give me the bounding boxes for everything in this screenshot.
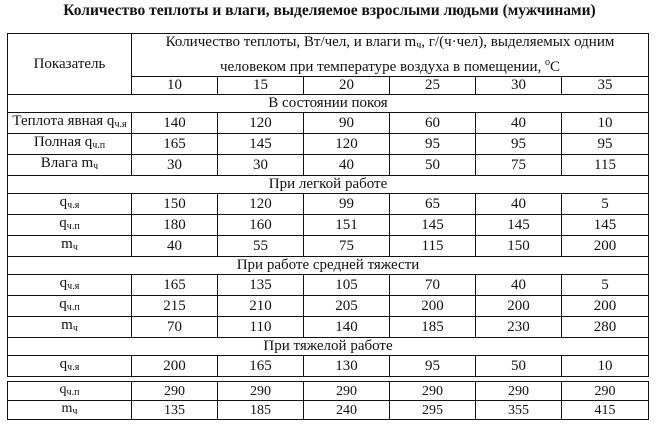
row-label: Полная $q_{ч.п}$ [8, 134, 132, 155]
value-cell: 200 [562, 236, 649, 257]
row-label: $q_{ч.я}$ [8, 194, 132, 215]
temp-cell: 30 [476, 77, 562, 95]
value-cell: 150 [132, 194, 218, 215]
value-cell: 140 [304, 317, 390, 338]
section-title: При работе средней тяжести [8, 257, 649, 275]
value-cell: 290 [304, 382, 390, 401]
value-cell: 50 [390, 155, 476, 176]
value-cell: 95 [562, 134, 649, 155]
table-row [8, 134, 649, 155]
section-row [8, 338, 649, 356]
value-cell: 290 [132, 382, 218, 401]
value-cell: 90 [304, 113, 390, 134]
value-cell: 40 [132, 236, 218, 257]
value-cell: 130 [304, 356, 390, 377]
value-cell: 290 [390, 382, 476, 401]
table-title: Количество теплоты и влаги, выделяемое взрослыми людьми (мужчинами) [63, 2, 596, 19]
table-row [8, 296, 649, 317]
value-cell: 5 [562, 275, 649, 296]
table-row [8, 356, 649, 377]
value-cell: 120 [218, 194, 304, 215]
value-cell: 5 [562, 194, 649, 215]
value-cell: 415 [562, 401, 649, 420]
tail-table [7, 381, 649, 420]
value-cell: 120 [304, 134, 390, 155]
param-header: Показатель [8, 34, 132, 95]
table-row [8, 275, 649, 296]
value-cell: 10 [562, 356, 649, 377]
value-cell: 150 [476, 236, 562, 257]
value-cell: 165 [132, 134, 218, 155]
value-cell: 110 [218, 317, 304, 338]
value-cell: 240 [304, 401, 390, 420]
value-cell: 185 [218, 401, 304, 420]
value-cell: 60 [390, 113, 476, 134]
value-cell: 200 [476, 296, 562, 317]
value-cell: 115 [562, 155, 649, 176]
section-row [8, 176, 649, 194]
header-row [8, 34, 649, 77]
row-label: $m_ч$ [8, 317, 132, 338]
value-cell: 145 [562, 215, 649, 236]
value-cell: 145 [218, 134, 304, 155]
row-label: $q_{ч.п}$ [8, 296, 132, 317]
value-cell: 200 [132, 356, 218, 377]
value-cell: 75 [304, 236, 390, 257]
value-cell: 280 [562, 317, 649, 338]
value-cell: 95 [390, 134, 476, 155]
temp-cell: 35 [562, 77, 649, 95]
value-cell: 75 [476, 155, 562, 176]
row-label: $m_ч$ [8, 401, 132, 420]
row-label: Теплота явная $q_{ч.я}$ [8, 113, 132, 134]
table-row [8, 155, 649, 176]
row-label: $q_{ч.я}$ [8, 275, 132, 296]
table-row [8, 382, 649, 401]
value-cell: 200 [562, 296, 649, 317]
row-label: $q_{ч.п}$ [8, 215, 132, 236]
value-cell: 40 [476, 275, 562, 296]
table-row [8, 401, 649, 420]
section-row [8, 257, 649, 275]
value-cell: 40 [476, 113, 562, 134]
value-cell: 290 [562, 382, 649, 401]
value-cell: 10 [562, 113, 649, 134]
value-cell: 165 [132, 275, 218, 296]
value-cell: 135 [218, 275, 304, 296]
value-cell: 40 [476, 194, 562, 215]
table-row [8, 317, 649, 338]
value-cell: 215 [132, 296, 218, 317]
row-label: $q_{ч.п}$ [8, 382, 132, 401]
section-title: В состоянии покоя [8, 95, 649, 113]
value-cell: 30 [218, 155, 304, 176]
value-cell: 165 [218, 356, 304, 377]
value-cell: 210 [218, 296, 304, 317]
value-cell: 355 [476, 401, 562, 420]
value-cell: 200 [390, 296, 476, 317]
temp-cell: 25 [390, 77, 476, 95]
value-cell: 185 [390, 317, 476, 338]
value-cell: 160 [218, 215, 304, 236]
value-cell: 105 [304, 275, 390, 296]
table-row [8, 215, 649, 236]
value-cell: 295 [390, 401, 476, 420]
main-header: Количество теплоты, Вт/чел, и влаги $m_ч$, г/(ч·чел), выделяемых одним человеком при температуре воздуха в помещении, $^o$C [132, 34, 649, 77]
value-cell: 70 [132, 317, 218, 338]
row-label: $q_{ч.я}$ [8, 356, 132, 377]
temp-cell: 15 [218, 77, 304, 95]
value-cell: 50 [476, 356, 562, 377]
value-cell: 65 [390, 194, 476, 215]
value-cell: 95 [390, 356, 476, 377]
value-cell: 145 [390, 215, 476, 236]
value-cell: 55 [218, 236, 304, 257]
value-cell: 145 [476, 215, 562, 236]
value-cell: 99 [304, 194, 390, 215]
section-title: При тяжелой работе [8, 338, 649, 356]
temp-cell: 20 [304, 77, 390, 95]
value-cell: 205 [304, 296, 390, 317]
value-cell: 120 [218, 113, 304, 134]
value-cell: 30 [132, 155, 218, 176]
temp-cell: 10 [132, 77, 218, 95]
row-label: $m_ч$ [8, 236, 132, 257]
value-cell: 151 [304, 215, 390, 236]
value-cell: 140 [132, 113, 218, 134]
value-cell: 290 [218, 382, 304, 401]
value-cell: 230 [476, 317, 562, 338]
value-cell: 115 [390, 236, 476, 257]
section-title: При легкой работе [8, 176, 649, 194]
value-cell: 135 [132, 401, 218, 420]
value-cell: 40 [304, 155, 390, 176]
table-row [8, 113, 649, 134]
table-row [8, 236, 649, 257]
value-cell: 180 [132, 215, 218, 236]
value-cell: 290 [476, 382, 562, 401]
row-label: Влага $m_ч$ [8, 155, 132, 176]
section-row [8, 95, 649, 113]
heat-moisture-table [7, 33, 649, 377]
value-cell: 70 [390, 275, 476, 296]
table-row [8, 194, 649, 215]
value-cell: 95 [476, 134, 562, 155]
